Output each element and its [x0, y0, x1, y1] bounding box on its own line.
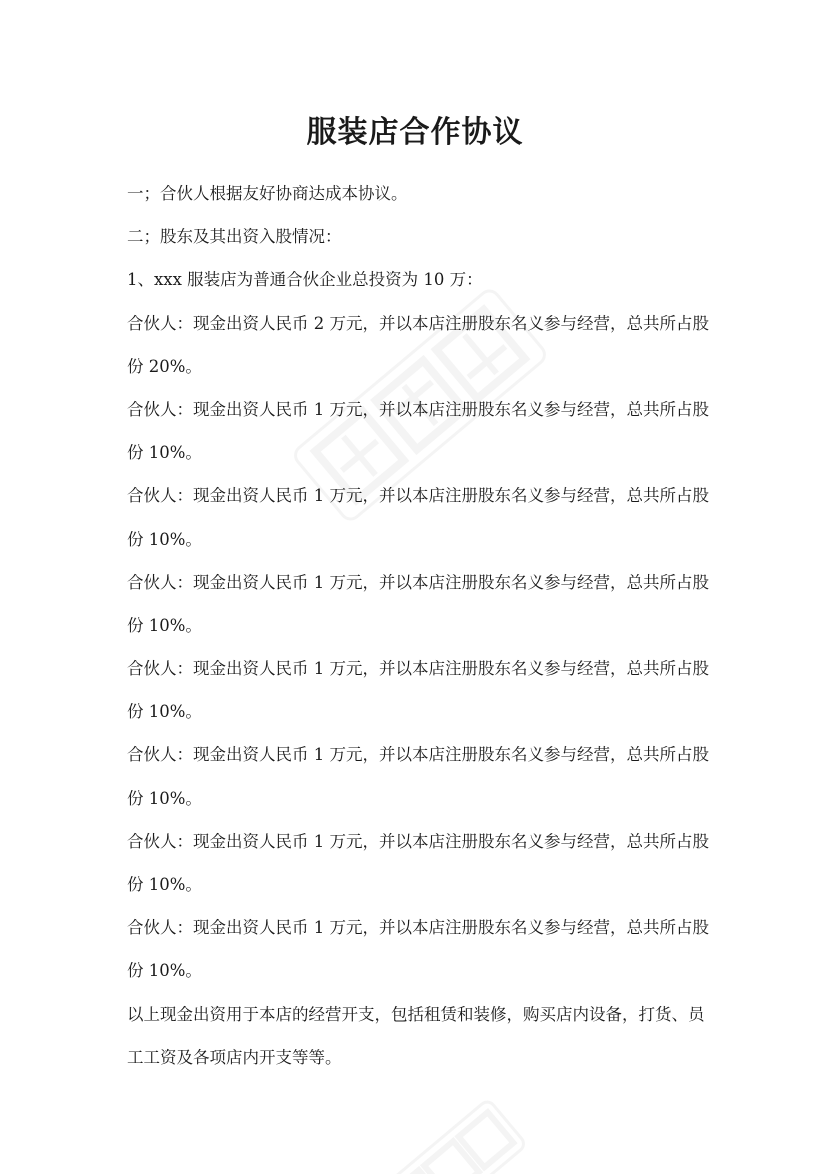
clause-2: 二；股东及其出资入股情况： [127, 227, 342, 247]
partner-1-line-1: 合伙人：现金出资人民币 2 万元，并以本店注册股东名义参与经营，总共所占股 [127, 313, 709, 333]
document-body [127, 172, 713, 1079]
watermark-logo-bottom [360, 1080, 540, 1174]
partner-3-line-2: 份 10%。 [127, 529, 202, 549]
partner-5-line-2: 份 10%。 [127, 702, 202, 722]
partner-1-line-2: 份 20%。 [127, 356, 202, 376]
clause-1: 一；合伙人根据友好协商达成本协议。 [127, 184, 408, 203]
partner-2-line-2: 份 10%。 [127, 443, 202, 463]
partner-7-line-1: 合伙人：现金出资人民币 1 万元，并以本店注册股东名义参与经营，总共所占股 [127, 831, 709, 851]
partner-6-line-1: 合伙人：现金出资人民币 1 万元，并以本店注册股东名义参与经营，总共所占股 [127, 745, 709, 765]
clause-2-item-1: 1、xxx 服装店为普通合伙企业总投资为 10 万： [127, 270, 483, 290]
partner-6-line-2: 份 10%。 [127, 788, 202, 808]
document-title: 服装店合作协议 [306, 115, 524, 150]
partner-4-line-2: 份 10%。 [127, 615, 202, 635]
partner-8-line-1: 合伙人：现金出资人民币 1 万元，并以本店注册股东名义参与经营，总共所占股 [127, 918, 709, 938]
usage-line-2: 工工资及各项店内开支等等。 [127, 1047, 342, 1067]
partner-5-line-1: 合伙人：现金出资人民币 1 万元，并以本店注册股东名义参与经营，总共所占股 [127, 659, 709, 679]
partner-3-line-1: 合伙人：现金出资人民币 1 万元，并以本店注册股东名义参与经营，总共所占股 [127, 486, 709, 506]
partner-4-line-1: 合伙人：现金出资人民币 1 万元，并以本店注册股东名义参与经营，总共所占股 [127, 572, 709, 592]
partner-2-line-1: 合伙人：现金出资人民币 1 万元，并以本店注册股东名义参与经营，总共所占股 [127, 399, 709, 419]
usage-line-1: 以上现金出资用于本店的经营开支，包括租赁和装修，购买店内设备，打货、员 [127, 1004, 705, 1024]
partner-7-line-2: 份 10%。 [127, 875, 202, 894]
partner-8-line-2: 份 10%。 [127, 961, 202, 981]
